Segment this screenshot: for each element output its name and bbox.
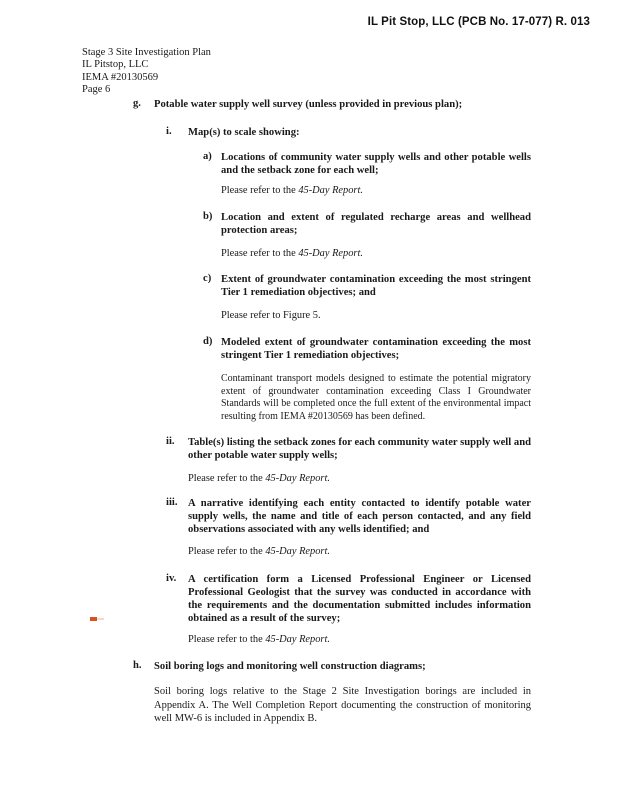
reference-prefix: Please refer to the xyxy=(188,473,263,484)
reference-document: 45-Day Report. xyxy=(298,185,363,196)
item-iii-reference xyxy=(188,546,330,557)
reference-prefix: Please refer to the xyxy=(188,634,263,645)
document-header xyxy=(82,47,211,97)
header-line-company: IL Pitstop, LLC xyxy=(82,59,149,71)
item-ii-label: ii. xyxy=(166,436,175,447)
item-b-text: Location and extent of regulated recharge areas and wellhead protection areas; xyxy=(221,212,531,236)
section-g-title: Potable water supply well survey (unless provided in previous plan); xyxy=(154,99,463,110)
header-line-page: Page 6 xyxy=(82,84,111,96)
item-d-label: d) xyxy=(203,336,213,347)
item-a-reference xyxy=(221,185,363,196)
reference-prefix: Please refer to the xyxy=(188,546,263,557)
item-ii-title: Table(s) listing the setback zones for each community water supply well and other potable water supply wells; xyxy=(188,437,531,461)
bates-stamp: IL Pit Stop, LLC (PCB No. 17-077) R. 013 xyxy=(367,16,590,28)
item-a-text: Locations of community water supply wells and other potable wells and the setback zone for each well; xyxy=(221,152,531,176)
item-b-reference xyxy=(221,248,363,259)
item-i-title: Map(s) to scale showing: xyxy=(188,127,300,138)
item-c-text: Extent of groundwater contamination exceeding the most stringent Tier 1 remediation objectives; and xyxy=(221,274,531,298)
section-h-label: h. xyxy=(133,660,142,671)
item-iv-title: A certification form a Licensed Professional Engineer or Licensed Professional Geologist that the survey was conducted in accordance with the requirements and the documentation submitted includes information obtained as a result of the survey; xyxy=(188,574,531,624)
item-c-label: c) xyxy=(203,273,212,284)
reference-document: 45-Day Report. xyxy=(265,634,330,645)
item-d-text: Modeled extent of groundwater contamination exceeding the most stringent Tier 1 remediation objectives; xyxy=(221,337,531,361)
item-d-response: Contaminant transport models designed to estimate the potential migratory extent of groundwater contamination exceeding Class I Groundwater Standards will be completed once the full extent of the environmental impact resulting from IEMA #20130569 has been defined. xyxy=(221,373,531,422)
section-h-response: Soil boring logs relative to the Stage 2 Site Investigation borings are included in Appendix A. The Well Completion Report documenting the construction of monitoring well MW-6 is included in Appendix B. xyxy=(154,686,531,724)
header-line-iema: IEMA #20130569 xyxy=(82,71,159,83)
item-c-reference: Please refer to Figure 5. xyxy=(221,310,321,321)
section-g-label: g. xyxy=(133,98,141,109)
reference-document: 45-Day Report. xyxy=(298,248,363,259)
item-iv-reference xyxy=(188,634,330,645)
margin-mark-icon xyxy=(90,616,104,622)
item-iv-label: iv. xyxy=(166,573,177,584)
reference-document: 45-Day Report. xyxy=(265,473,330,484)
item-iii-label: iii. xyxy=(166,497,178,508)
item-a-label: a) xyxy=(203,151,212,162)
item-i-label: i. xyxy=(166,126,172,137)
item-ii-reference xyxy=(188,473,330,484)
header-line-title: Stage 3 Site Investigation Plan xyxy=(82,47,211,58)
section-h-title: Soil boring logs and monitoring well construction diagrams; xyxy=(154,661,426,672)
reference-prefix: Please refer to the xyxy=(221,185,296,196)
reference-document: 45-Day Report. xyxy=(265,546,330,557)
reference-prefix: Please refer to the xyxy=(221,248,296,259)
item-b-label: b) xyxy=(203,211,213,222)
item-iii-title: A narrative identifying each entity contacted to identify potable water supply wells, the name and title of each person contacted, and any field observations associated with any wells identified; and xyxy=(188,498,531,535)
